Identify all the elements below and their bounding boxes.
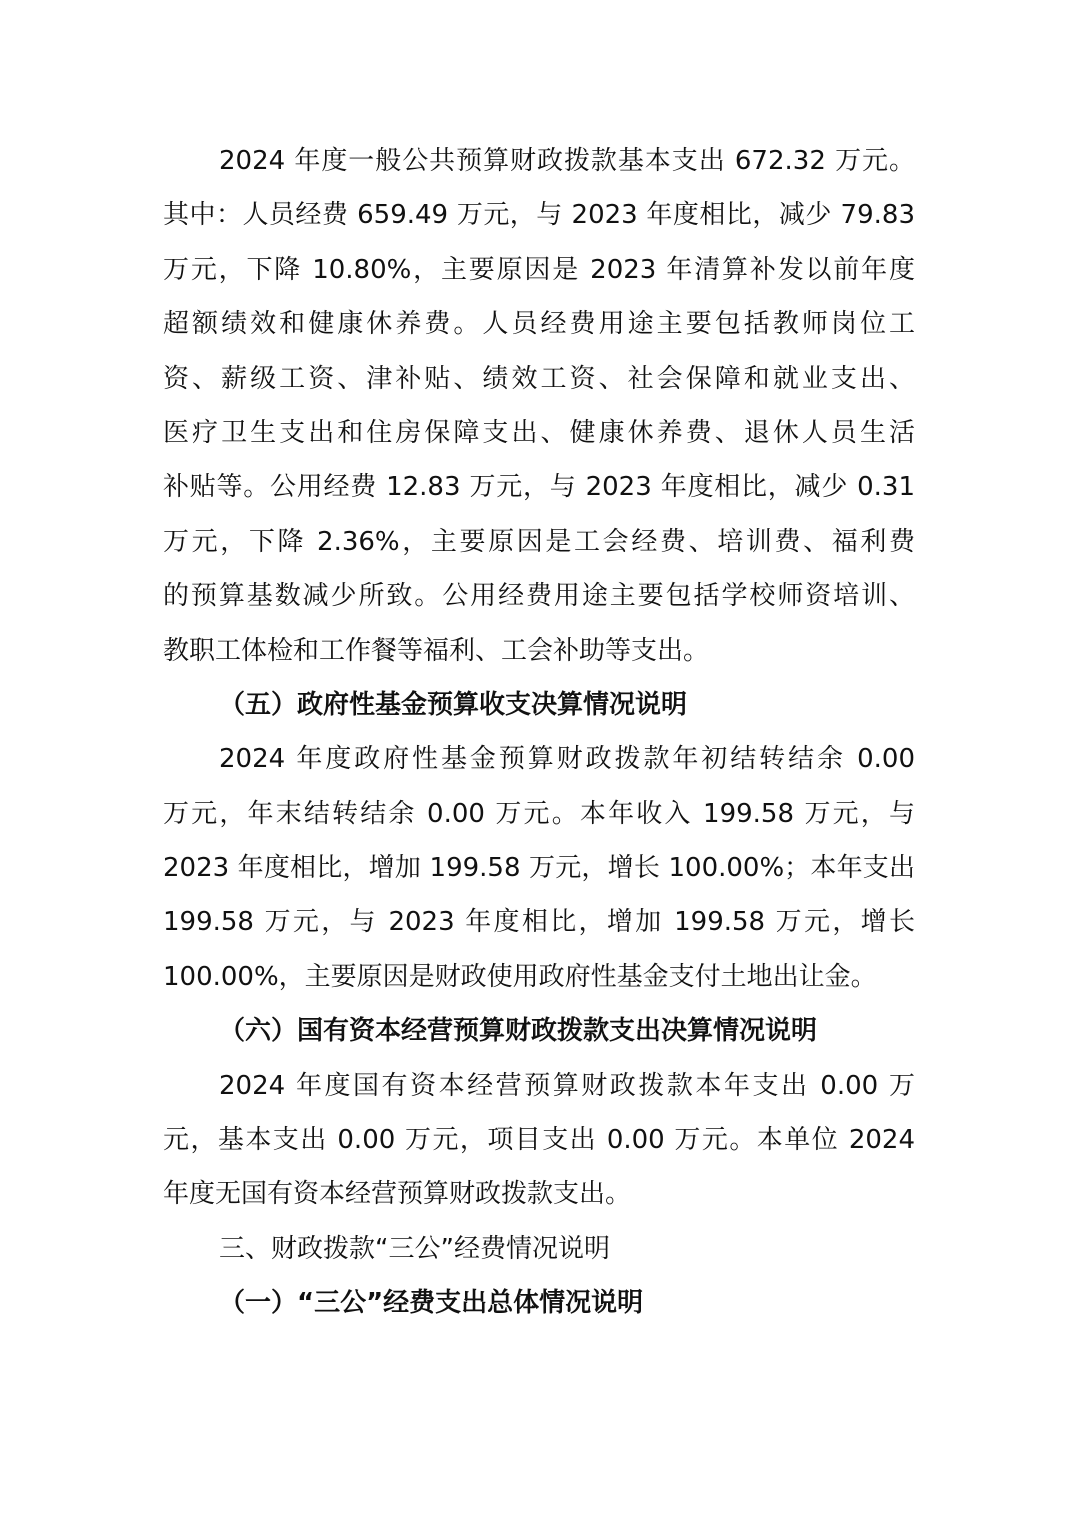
document-page	[163, 134, 915, 1331]
text-line: 2024 年度一般公共预算财政拨款基本支出 672.32 万元。	[219, 146, 915, 176]
text-line: 教职工体检和工作餐等福利、工会补助等支出。	[163, 635, 710, 666]
paragraph-government-fund	[163, 732, 915, 1004]
text-line: 2024 年度国有资本经营预算财政拨款本年支出 0.00 万	[219, 1070, 915, 1101]
paragraph-basic-expenditure	[163, 134, 915, 678]
text-line: 100.00%，主要原因是财政使用政府性基金支付土地出让金。	[163, 961, 877, 992]
text-line: 资、薪级工资、津补贴、绩效工资、社会保障和就业支出、	[163, 363, 915, 394]
text-line: 2023 年度相比，增加 199.58 万元，增长 100.00%；本年支出	[163, 853, 915, 884]
text-line: 医疗卫生支出和住房保障支出、健康休养费、退休人员生活	[163, 417, 915, 448]
text-line: 超额绩效和健康休养费。人员经费用途主要包括教师岗位工	[163, 309, 915, 340]
text-line: 199.58 万元，与 2023 年度相比，增加 199.58 万元，增长	[163, 907, 915, 938]
subheading-three-public-overview: （一）“三公”经费支出总体情况说明	[219, 1288, 644, 1319]
text-line: 的预算基数减少所致。公用经费用途主要包括学校师资培训、	[163, 581, 915, 612]
text-line: 万元，下降 2.36%，主要原因是工会经费、培训费、福利费	[163, 526, 915, 557]
text-line: 年度无国有资本经营预算财政拨款支出。	[163, 1179, 632, 1210]
paragraph-state-capital	[163, 1059, 915, 1222]
text-line: 元，基本支出 0.00 万元，项目支出 0.00 万元。本单位 2024	[163, 1125, 915, 1156]
text-line: 万元，下降 10.80%，主要原因是 2023 年清算补发以前年度	[163, 254, 915, 285]
text-line: 其中：人员经费 659.49 万元，与 2023 年度相比，减少 79.83	[163, 200, 915, 231]
text-line: 2024 年度政府性基金预算财政拨款年初结转结余 0.00	[219, 744, 915, 775]
section-title-3: 三、财政拨款“三公”经费情况说明	[219, 1233, 610, 1264]
section-heading-6: （六）国有资本经营预算财政拨款支出决算情况说明	[219, 1016, 818, 1047]
text-line: 万元，年末结转结余 0.00 万元。本年收入 199.58 万元，与	[163, 798, 915, 829]
text-line: 补贴等。公用经费 12.83 万元，与 2023 年度相比，减少 0.31	[163, 472, 915, 503]
section-heading-5: （五）政府性基金预算收支决算情况说明	[219, 689, 688, 720]
